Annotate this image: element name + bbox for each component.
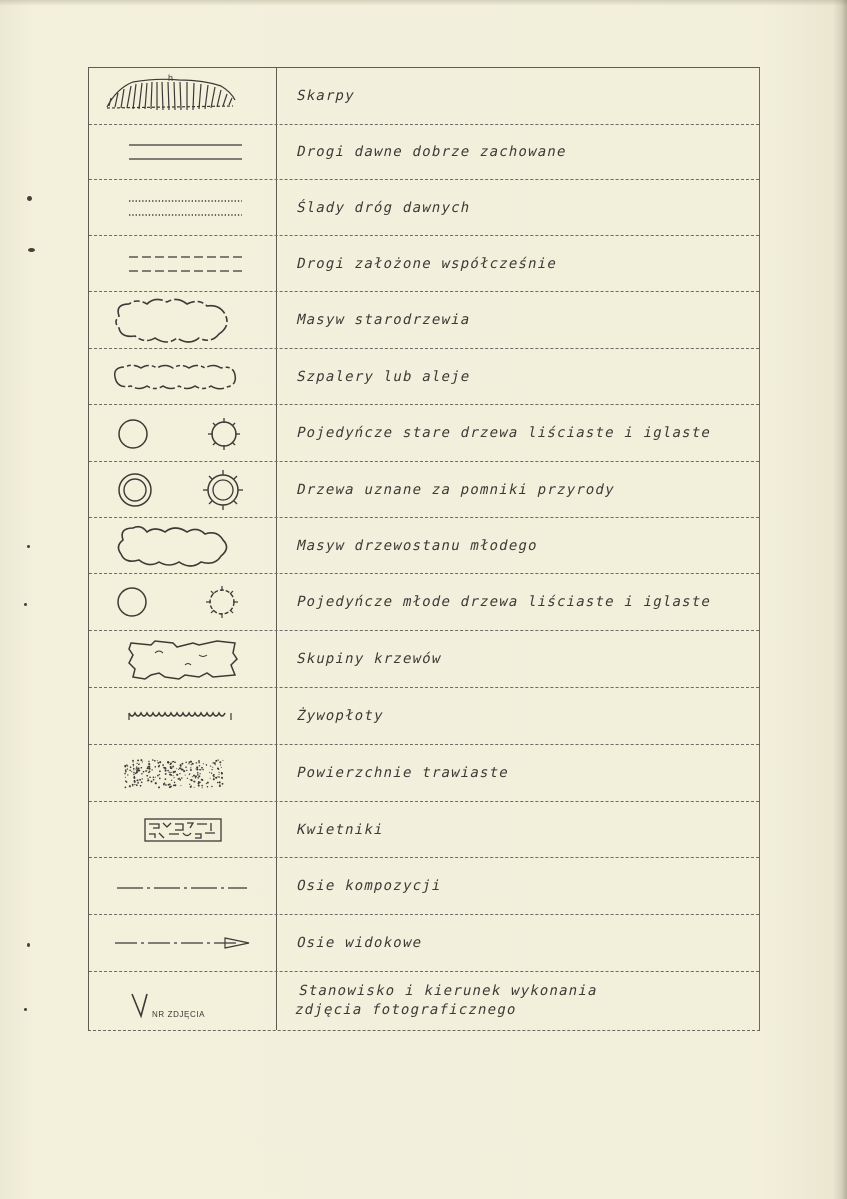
legend-row [89, 574, 759, 631]
legend-row [89, 802, 759, 858]
legend-row [89, 631, 759, 688]
legend-label: Drogi założone współcześnie [295, 255, 559, 272]
legend-row [89, 745, 759, 802]
legend-label: Stanowisko i kierunek wykonania zdjęcia fotograficznego [293, 983, 600, 1018]
legend-label: Pojedyńcze stare drzewa liściaste i iglaste [295, 425, 713, 441]
double-dashed-line-icon [89, 236, 276, 291]
dust-speck [27, 545, 30, 548]
legend-label: Ślady dróg dawnych [295, 199, 473, 216]
legend-row [89, 405, 759, 462]
legend-label: Osie kompozycji [295, 878, 444, 894]
shrub-group-icon [89, 631, 276, 687]
dust-speck [28, 248, 35, 252]
legend-row [89, 688, 759, 745]
dash-dot-arrow-icon [89, 915, 276, 971]
legend-label: Skarpy [295, 88, 357, 104]
legend-label: Powierzchnie trawiaste [295, 765, 511, 781]
legend-label: Osie widokowe [295, 935, 424, 951]
legend-label: Drogi dawne dobrze zachowane [295, 144, 569, 160]
monument-trees-icon [89, 462, 276, 517]
tree-row-icon [89, 349, 276, 404]
young-tree-mass-icon [89, 518, 276, 573]
dust-speck [24, 1008, 27, 1011]
single-young-trees-icon [89, 574, 276, 630]
page-top-shadow [0, 0, 847, 6]
dust-speck [27, 196, 32, 201]
legend-label: Masyw drzewostanu młodego [295, 537, 540, 554]
dash-dot-line-icon [89, 858, 276, 914]
legend-row [89, 349, 759, 405]
legend-label: Kwietniki [295, 821, 386, 838]
legend-row [89, 915, 759, 972]
legend-row [89, 292, 759, 349]
legend-label: Drzewa uznane za pomniki przyrody [295, 481, 617, 498]
legend-row [89, 972, 759, 1030]
legend-label: Pojedyńcze młode drzewa liściaste i iglaste [295, 594, 713, 610]
page-right-shadow [833, 0, 847, 1199]
legend-row [89, 518, 759, 574]
old-tree-mass-icon [89, 292, 276, 348]
photo-number-label: NR ZDJĘCIA [152, 1010, 206, 1019]
legend-row [89, 858, 759, 915]
grass-stipple-icon [89, 745, 276, 801]
dust-speck [27, 943, 30, 947]
legend-label: Skupiny krzewów [295, 651, 444, 667]
legend-label: Masyw starodrzewia [295, 312, 473, 328]
slope-hatch-icon [89, 68, 276, 124]
single-old-trees-icon [89, 405, 276, 461]
hedge-wave-icon [89, 688, 276, 744]
legend-label: Żywopłoty [295, 708, 386, 724]
dust-speck [24, 603, 27, 606]
legend-row [89, 180, 759, 236]
flowerbed-icon [89, 802, 276, 857]
slope-height-letter: h [168, 73, 174, 83]
legend-table [88, 67, 760, 1031]
legend-row [89, 125, 759, 180]
double-dotted-line-icon [89, 180, 276, 235]
legend-row [89, 462, 759, 518]
legend-row [89, 68, 759, 125]
double-solid-line-icon [89, 125, 276, 179]
legend-row [89, 236, 759, 292]
legend-label: Szpalery lub aleje [295, 368, 473, 385]
photo-viewpoint-icon [89, 972, 276, 1030]
